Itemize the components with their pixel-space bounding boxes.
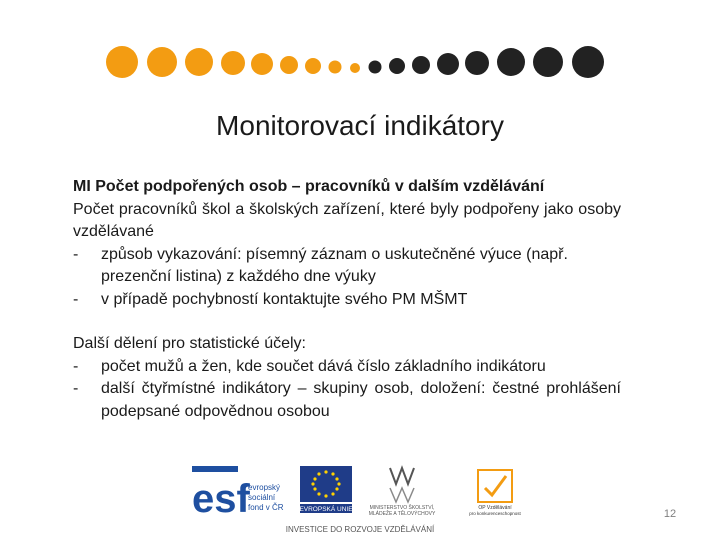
esf-caption: sociální: [248, 493, 276, 502]
list-item-text: v případě pochybností kontaktujte svého PM MŠMT: [101, 290, 468, 308]
eu-flag-logo: [299, 466, 353, 513]
dot: [106, 46, 138, 78]
decorative-dot-row: [0, 0, 720, 90]
list-item: [73, 356, 621, 379]
dot: [369, 61, 382, 74]
dot: [251, 53, 273, 75]
list-item-text: způsob vykazování: písemný záznam o uskutečněné výuce (např. prezenční listina) z každého dne výuky: [101, 245, 568, 285]
list-item-text: počet mužů a žen, kde součet dává číslo základního indikátoru: [101, 357, 546, 375]
esf-caption: evropský: [248, 483, 281, 492]
list-item: [73, 378, 621, 423]
slide-content: [73, 176, 621, 423]
msmt-logo: [369, 468, 436, 517]
dot: [412, 56, 430, 74]
dot: [533, 47, 563, 77]
dot: [572, 46, 604, 78]
logo-strip: [190, 462, 530, 540]
dot: [185, 48, 213, 76]
page-number: 12: [663, 508, 677, 520]
esf-logo: [192, 466, 284, 521]
dot: [389, 58, 405, 74]
indicator-description: Počet pracovníků škol a školských zařízení, které byly podpořeny jako osoby vzdělávané: [73, 200, 621, 240]
esf-caption: fond v ČR: [248, 503, 284, 512]
msmt-caption: MINISTERSTVO ŠKOLSTVÍ,: [369, 505, 435, 511]
esf-logo-text: esf: [192, 477, 250, 521]
dot: [329, 61, 342, 74]
logo-strip-footer: INVESTICE DO ROZVOJE VZDĚLÁVÁNÍ: [285, 525, 435, 534]
dot: [497, 48, 525, 76]
dot: [305, 58, 321, 74]
dot: [221, 51, 245, 75]
op-logo: [469, 470, 521, 516]
list-item: [73, 289, 621, 312]
dot: [465, 51, 489, 75]
dot: [350, 63, 360, 73]
msmt-caption: MLÁDEŽE A TĚLOVÝCHOVY: [368, 511, 436, 517]
dot: [437, 53, 459, 75]
dot: [147, 47, 177, 77]
op-caption: pro konkurenceschopnost: [469, 511, 521, 516]
bullet-dash: -: [73, 290, 79, 308]
section-heading: Další dělení pro statistické účely:: [73, 335, 306, 352]
list-item: [73, 244, 621, 289]
list-item-text: další čtyřmístné indikátory – skupiny osob, doložení: čestné prohlášení podepsané odpovědnou osobou: [101, 380, 621, 420]
eu-caption: EVROPSKÁ UNIE: [299, 506, 353, 513]
bullet-dash: -: [73, 380, 79, 397]
slide-title: Monitorovací indikátory: [216, 110, 504, 141]
indicator-heading: MI Počet podpořených osob – pracovníků v dalším vzdělávání: [73, 178, 545, 195]
bullet-dash: -: [73, 357, 79, 375]
dot: [280, 56, 298, 74]
op-caption: OP Vzdělávání: [478, 505, 512, 511]
bullet-dash: -: [73, 245, 79, 263]
